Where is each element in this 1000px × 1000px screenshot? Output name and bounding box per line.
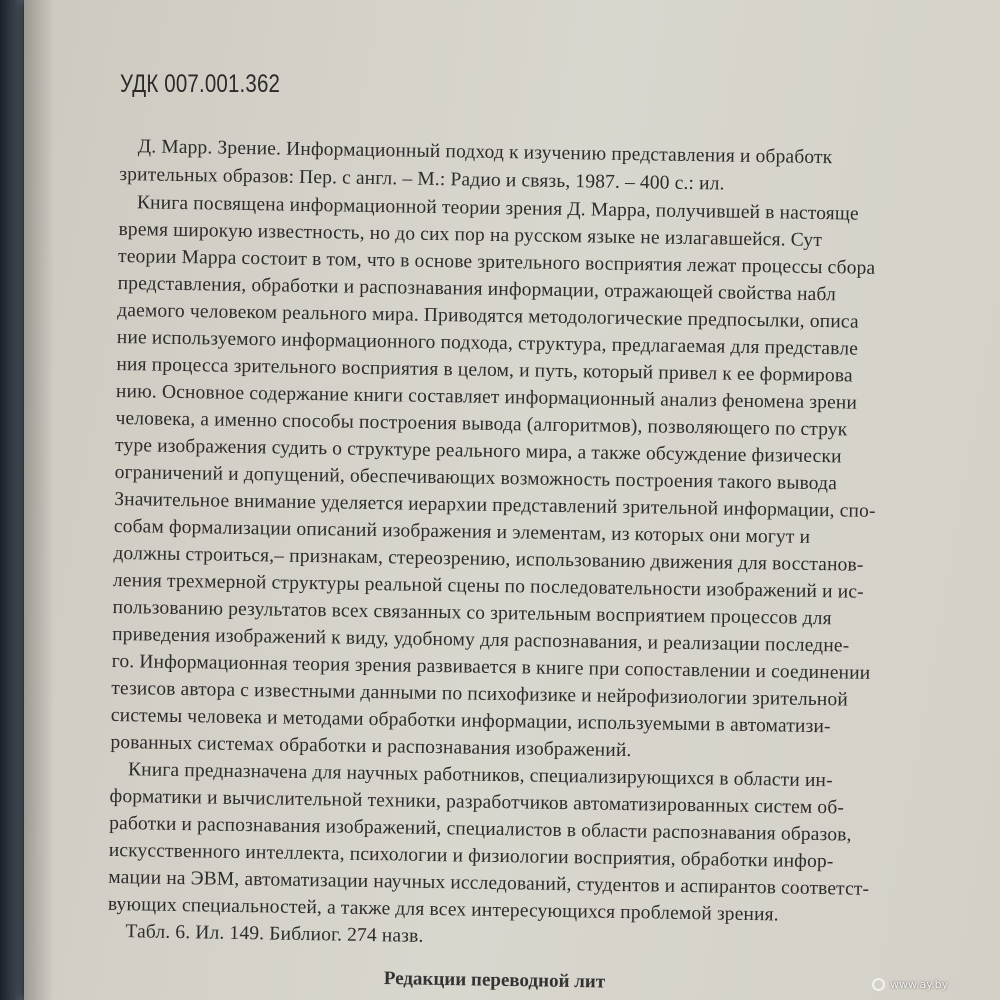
- watermark-text: www.ay.by: [890, 978, 949, 991]
- abstract-line-30: Табл. 6. Ил. 149. Библиог. 274 назв.: [125, 921, 424, 947]
- abstract-line-5: теории Марра состоит в том, что в основе зрительного восприятия лежат процессы сбора: [117, 245, 876, 279]
- abstract-line-16: должны строиться,– признакам, стереозрению, использованию движения для восстанов-: [113, 542, 864, 576]
- abstract-line-10: нию. Основное содержание книги составляет информационный анализ феномена зрени: [115, 380, 858, 414]
- abstract-line-19: приведения изображений к виду, удобному для распознавания, и реализации последне-: [112, 623, 850, 657]
- abstract-line-25: форматики и вычислительной техники, разработчиков автоматизированных систем об-: [109, 785, 845, 819]
- abstract-line-20: го. Информационная теория зрения развивается в книге при сопоставлении и соединении: [111, 650, 871, 684]
- abstract-line-24: Книга предназначена для научных работников, специализирующихся в области ин-: [127, 759, 833, 792]
- abstract-line-21: тезисов автора с известными данными по психофизике и нейрофизиологии зрительной: [111, 677, 849, 711]
- abstract-line-3: Книга посвящена информационной теории зрения Д. Марра, получившей в настояще: [136, 192, 859, 225]
- abstract-line-12: туре изображения судить о структуре реального мира, а также обсуждение физически: [114, 434, 842, 468]
- udc-code: УДК 007.001.362: [120, 70, 281, 98]
- watermark-icon: [872, 978, 885, 991]
- abstract-block: [107, 136, 1000, 947]
- abstract-line-17: ления трехмерной структуры реальной сцены по последовательности изображений и ис-: [112, 569, 864, 603]
- abstract-line-29: вующих специальностей, а также для всех интересующихся проблемой зрения.: [107, 893, 779, 926]
- abstract-line-28: мации на ЭВМ, автоматизации научных исследований, студентов и аспирантов соответст-: [108, 866, 870, 900]
- abstract-line-13: ограничений и допущений, обеспечивающих возможность построения такого вывода: [114, 461, 838, 495]
- page-edge-shadow: [24, 0, 54, 1000]
- abstract-line-15: собам формализации описаний изображения и элементам, из которых они могут и: [113, 515, 811, 548]
- abstract-line-2: зрительных образов: Пер. с англ. – М.: Радио и связь, 1987. – 400 с.: ил.: [119, 163, 725, 195]
- abstract-line-22: системы человека и методами обработки информации, используемыми в автоматизи-: [110, 704, 831, 738]
- footer-imprint-text: Редакции переводной лит: [383, 968, 606, 993]
- abstract-line-26: работки и распознавания изображений, специалистов в области распознавания образов,: [109, 812, 852, 846]
- abstract-line-18: пользованию результатов всех связанных со зрительным восприятием процессов для: [112, 596, 832, 630]
- abstract-line-4: время широкую известность, но до сих пор на русском языке не излагавшейся. Сут: [118, 218, 823, 252]
- abstract-line-11: человека, а именно способы построения вывода (алгоритмов), позволяющего по струк: [115, 407, 848, 441]
- abstract-line-1: Д. Марр. Зрение. Информационный подход к изучению представления и обработк: [137, 136, 833, 169]
- abstract-line-9: ния процесса зрительного восприятия в целом, и путь, который привел к ее формирова: [116, 353, 853, 387]
- abstract-line-8: ние используемого информационного подхода, структура, предлагаемая для представле: [116, 326, 859, 360]
- abstract-line-7: даемого человеком реального мира. Приводятся методологические предпосылки, описа: [117, 299, 859, 333]
- abstract-line-14: Значительное внимание уделяется иерархии представлений зрительной информации, спо-: [114, 488, 876, 522]
- abstract-line-6: представления, обработки и распознавания информации, отражающей свойства набл: [117, 272, 837, 306]
- abstract-line-27: искусственного интеллекта, психологии и физиологии восприятия, обработки инфор-: [108, 839, 834, 873]
- abstract-line-23: рованных системах обработки и распознавания изображений.: [110, 731, 632, 762]
- book-page: [24, 0, 1000, 1000]
